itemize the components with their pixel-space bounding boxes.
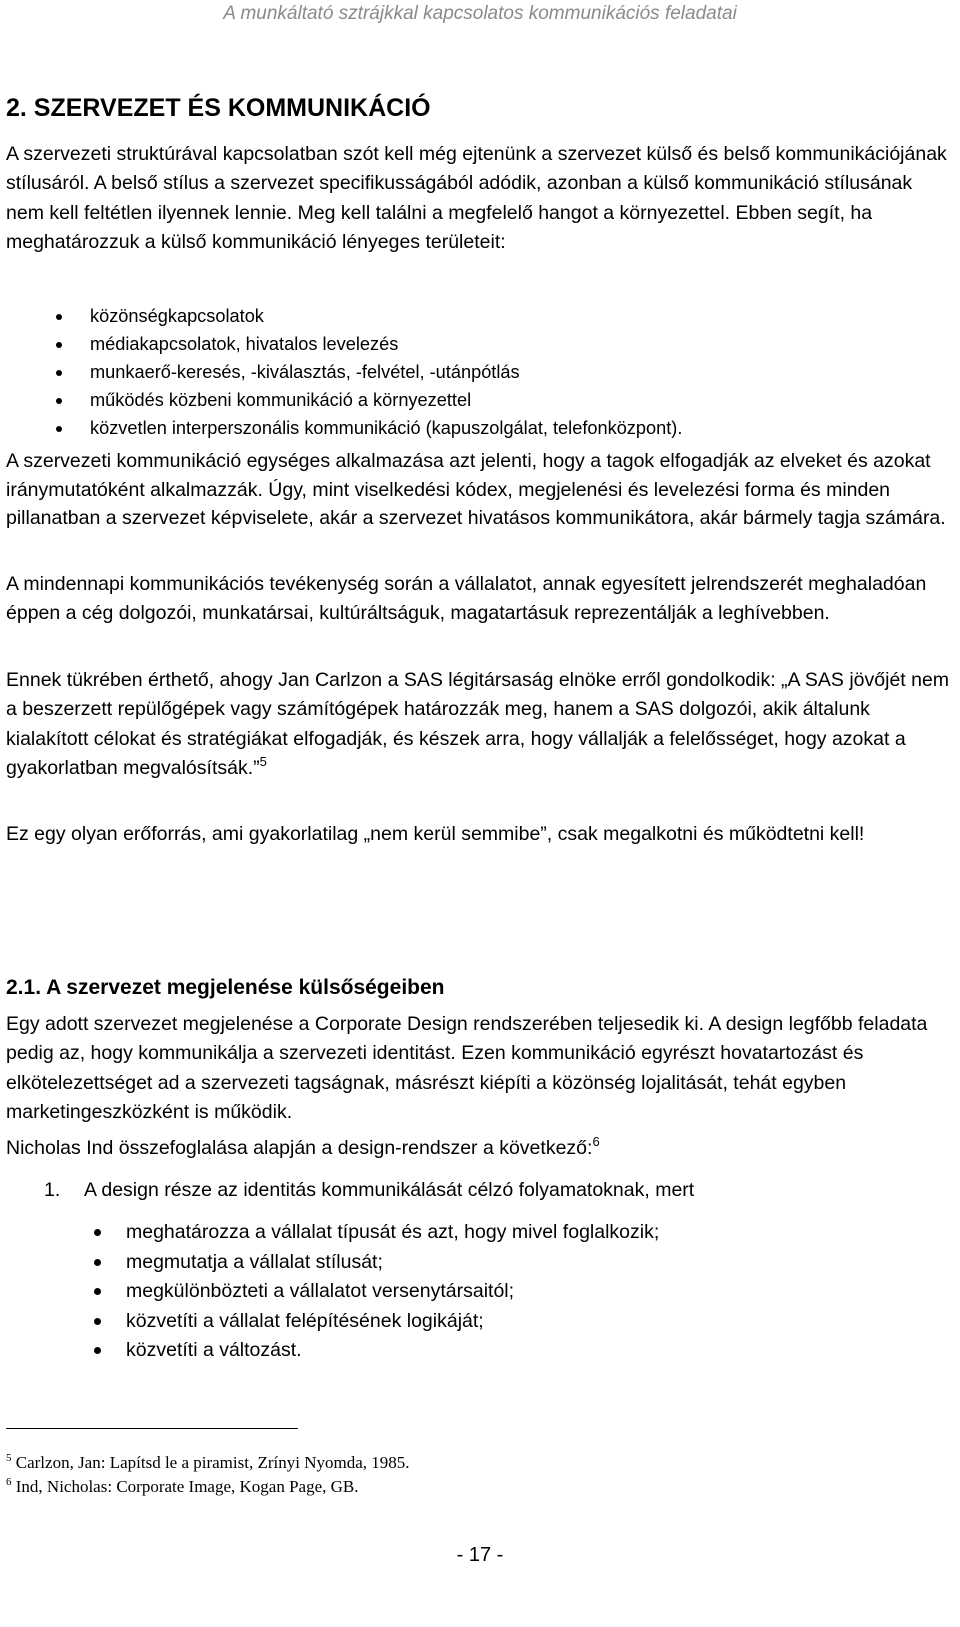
paragraph-design-system: Nicholas Ind összefoglalása alapján a design-rendszer a következő:$^6$ [6,1134,600,1159]
subsection-title: 2.1. A szervezet megjelenése külsőségeiben [6,976,445,999]
bullet-icon [56,342,62,348]
communication-areas-list [6,302,682,442]
paragraph-daily-communication: A mindennapi kommunikációs tevékenység során a vállalatot, annak egyesített jelrendszerét meghaladóan éppen a cég dolgozói, munkatársai, kultúráltságuk, magatartásuk reprezentálják a leghívebben. [6,573,927,625]
bullet-icon [94,1347,101,1354]
numbered-item [44,1176,694,1205]
list-item: közvetíti a változást. [6,1336,659,1366]
list-item: meghatározza a vállalat típusát és azt, hogy mivel foglalkozik; [6,1218,659,1248]
footnote-ref: 5 [259,754,267,770]
bullet-icon [56,398,62,404]
bullet-icon [94,1229,101,1236]
list-item: működés közbeni kommunikáció a környezettel [6,386,682,414]
list-item: médiakapcsolatok, hivatalos levelezés [6,330,682,358]
list-item: megkülönbözteti a vállalatot versenytársaitól; [6,1277,659,1307]
footnote-ref: 6 [592,1134,600,1149]
footnote-divider [6,1428,298,1429]
design-functions-list [6,1218,659,1366]
footnote: $^5$ Carlzon, Jan: Lapítsd le a piramist, Zrínyi Nyomda, 1985. [6,1452,410,1472]
list-item: munkaerő-keresés, -kiválasztás, -felvétel, -utánpótlás [6,358,682,386]
list-item: közönségkapcsolatok [6,302,682,330]
bullet-icon [94,1259,101,1266]
bullet-icon [94,1288,101,1295]
item-text: A design része az identitás kommunikálását célzó folyamatoknak, mert [84,1179,695,1201]
paragraph-carlzon-quote: Ennek tükrében érthető, ahogy Jan Carlzon a SAS légitársaság elnöke erről gondolkodik: „A SAS jövőjét nem a beszerzett repülőgépek vagy számítógépek határozzák meg, hanem a SAS dolgozói, akik általunk kialakított célokat és stratégiákat elfogadják, és készek arra, hogy vállalják a felelősséget, hogy azokat a gyakorlatban megvalósítsák.”$^5$ [6,669,950,780]
bullet-icon [56,370,62,376]
item-number: 1. [44,1179,61,1201]
list-item: megmutatja a vállalat stílusát; [6,1248,659,1278]
intro-paragraph: A szervezeti struktúrával kapcsolatban szót kell még ejtenünk a szervezet külső és belső kommunikációjának stílusáról. A belső stílus a szervezet specifikusságából adódik, azonban a külső kommunikáció stílusának nem kell feltétlen ilyennek lennie. Meg kell találni a megfelelő hangot a környezettel. Ebben segít, ha meghatározzuk a külső kommunikáció lényeges területeit: [6,143,947,254]
list-item: közvetlen interperszonális kommunikáció (kapuszolgálat, telefonközpont). [6,414,682,442]
bullet-icon [56,426,62,432]
running-header: A munkáltató sztrájkkal kapcsolatos kommunikációs feladatai [223,3,737,24]
bullet-icon [56,314,62,320]
paragraph-corporate-design: Egy adott szervezet megjelenése a Corporate Design rendszerében teljesedik ki. A design legfőbb feladata pedig az, hogy kommunikálja a szervezeti identitást. Ezen kommunikáció egyrészt hovatartozást és elkötelezettséget ad a szervezeti tagságnak, másrészt kiépíti a közönség lojalitását, tehát egyben marketingeszközként is működik. [6,1013,928,1124]
page-number: - 17 - [456,1544,504,1566]
paragraph-uniform-communication: A szervezeti kommunikáció egységes alkalmazása azt jelenti, hogy a tagok elfogadják az elveket és azokat iránymutatóként alkalmazzák. Úgy, mint viselkedési kódex, megjelenési és levelezési forma és minden pillanatban a szervezet képviselete, akár a szervezet hivatásos kommunikátora, akár bármely tagja számára. [6,450,946,529]
section-title: 2. SZERVEZET ÉS KOMMUNIKÁCIÓ [6,94,431,122]
footnote: $^6$ Ind, Nicholas: Corporate Image, Kogan Page, GB. [6,1476,359,1496]
paragraph-resource: Ez egy olyan erőforrás, ami gyakorlatilag „nem kerül semmibe”, csak megalkotni és működtetni kell! [6,823,865,845]
bullet-icon [94,1318,101,1325]
list-item: közvetíti a vállalat felépítésének logikáját; [6,1307,659,1337]
